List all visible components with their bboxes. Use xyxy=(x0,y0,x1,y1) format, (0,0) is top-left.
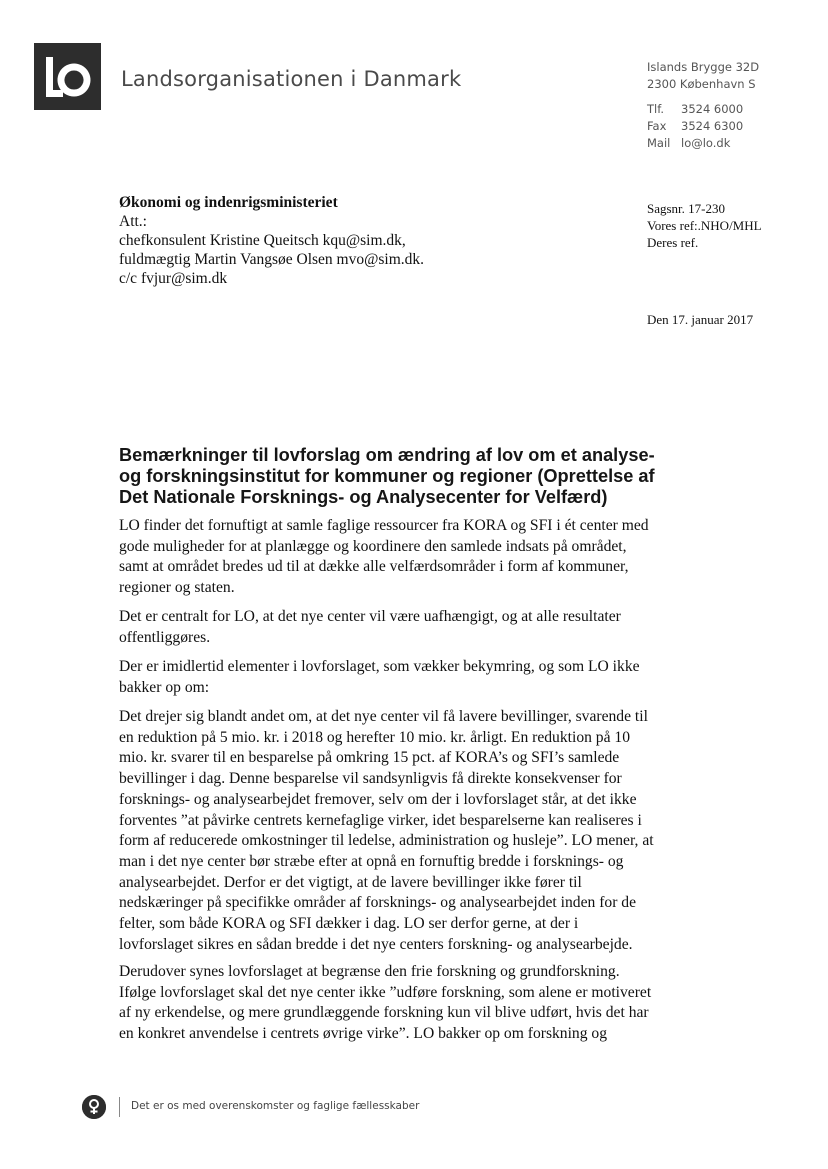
body-line: Det er centralt for LO, at det nye center vil være uafhængigt, og at alle resultater xyxy=(119,608,621,625)
contact-fax-value: 3524 6300 xyxy=(681,119,744,133)
paragraph-5 xyxy=(119,962,709,1045)
body-line: af ny erkendelse, og mere grundlæggende forskning kun vil blive udført, hvis det har xyxy=(119,1004,649,1022)
footer-tagline: Det er os med overenskomster og faglige fællesskaber xyxy=(131,1100,420,1112)
letter-date: Den 17. januar 2017 xyxy=(647,312,754,327)
body-line: man i det nye center bør stræbe efter at opnå en fornuftig bredde i forsknings- og xyxy=(119,852,624,870)
fagbevaegelse-icon xyxy=(82,1095,106,1119)
contact-mail-label: Mail xyxy=(647,136,671,150)
body-line: forventes ”at påvirke centrets kernefaglige virker, idet besparelserne kan realiseres i xyxy=(119,811,642,829)
lo-logo xyxy=(34,43,101,110)
body-line: forsknings- og analysearbejdet fremover, selv om der i lovforslaget står, at det ikke xyxy=(119,790,637,808)
body-line: Derudover synes lovforslaget at begrænse den frie forskning og grundforskning. xyxy=(119,963,620,980)
document-title xyxy=(119,445,719,508)
address-line2: 2300 København S xyxy=(647,77,756,91)
paragraph-4 xyxy=(119,707,709,955)
lo-logo-icon xyxy=(34,43,101,110)
contact-mail-value: lo@lo.dk xyxy=(681,136,731,150)
footer-logo-icon xyxy=(82,1095,106,1119)
recipient-line: chefkonsulent Kristine Queitsch kqu@sim.dk, xyxy=(119,232,406,249)
contact-fax-label: Fax xyxy=(647,119,667,133)
body-line: samt at området bredes ud til at dække alle velfærdsområder i form af kommuner, xyxy=(119,558,629,576)
contact-fax xyxy=(647,119,743,133)
body-line: felter, som både KORA og SFI dækker i dag. LO ser derfor gerne, at der i xyxy=(119,915,579,933)
title-line: Det Nationale Forsknings- og Analysecenter for Velfærd) xyxy=(119,487,608,507)
contact-phone xyxy=(647,102,743,116)
body-line: Ifølge lovforslaget skal det nye center ikke ”udføre forskning, som alene er motiveret xyxy=(119,983,652,1001)
body-line: form af reducerede omkostninger til ledelse, administration og husleje”. LO mener, at xyxy=(119,832,654,850)
body-line: en konkret anvendelse i centrets øvrige virke”. LO bakker op om forskning og xyxy=(119,1025,608,1043)
case-number: Sagsnr. 17-230 xyxy=(647,201,725,216)
recipient-line: fuldmægtig Martin Vangsøe Olsen mvo@sim.dk. xyxy=(119,251,425,268)
recipient-line: c/c fvjur@sim.dk xyxy=(119,270,228,287)
recipient-name: Økonomi og indenrigsministeriet xyxy=(119,194,338,211)
your-reference: Deres ref. xyxy=(647,235,699,250)
our-reference: Vores ref:.NHO/MHL xyxy=(647,218,762,233)
contact-phone-label: Tlf. xyxy=(647,102,665,116)
recipient-line: Att.: xyxy=(119,213,147,230)
footer-divider xyxy=(119,1097,120,1117)
paragraph-1 xyxy=(119,516,709,599)
title-line: og forskningsinstitut for kommuner og regioner (Oprettelse af xyxy=(119,466,655,486)
paragraph-2 xyxy=(119,607,709,648)
contact-phone-value: 3524 6000 xyxy=(681,102,744,116)
body-line: nedskæringer på specifikke områder af forsknings- og analysearbejdet inden for de xyxy=(119,894,637,912)
body-line: bakker op om: xyxy=(119,678,210,696)
body-line: LO finder det fornuftigt at samle faglige ressourcer fra KORA og SFI i ét center med xyxy=(119,517,649,534)
body-line: regioner og staten. xyxy=(119,579,235,597)
body-line: gode muligheder for at planlægge og koordinere den samlede indsats på området, xyxy=(119,537,627,555)
contact-mail xyxy=(647,136,730,150)
body-line: lovforslaget sikres en sådan bredde i det nye centers forskning- og analysearbejde. xyxy=(119,935,633,953)
body-line: offentliggøres. xyxy=(119,628,211,646)
body-line: mio. kr. svarer til en besparelse på omkring 15 pct. af KORA’s og SFI’s samlede xyxy=(119,749,620,767)
body-line: Der er imidlertid elementer i lovforslaget, som vækker bekymring, og som LO ikke xyxy=(119,658,640,675)
paragraph-3 xyxy=(119,657,709,698)
body-line: Det drejer sig blandt andet om, at det nye center vil få lavere bevillinger, svarende til xyxy=(119,708,648,725)
address-line1: Islands Brygge 32D xyxy=(647,60,760,74)
body-line: bevillinger i dag. Denne besparelse vil sandsynligvis få direkte konsekvenser for xyxy=(119,770,622,788)
org-name: Landsorganisationen i Danmark xyxy=(121,67,462,91)
body-line: en reduktion på 5 mio. kr. i 2018 og herefter 10 mio. kr. årligt. En reduktion på 10 xyxy=(119,728,631,746)
title-line: Bemærkninger til lovforslag om ændring af lov om et analyse- xyxy=(119,445,655,465)
body-line: analysearbejdet. Derfor er det vigtigt, at de lavere bevillinger ikke fører til xyxy=(119,873,582,891)
